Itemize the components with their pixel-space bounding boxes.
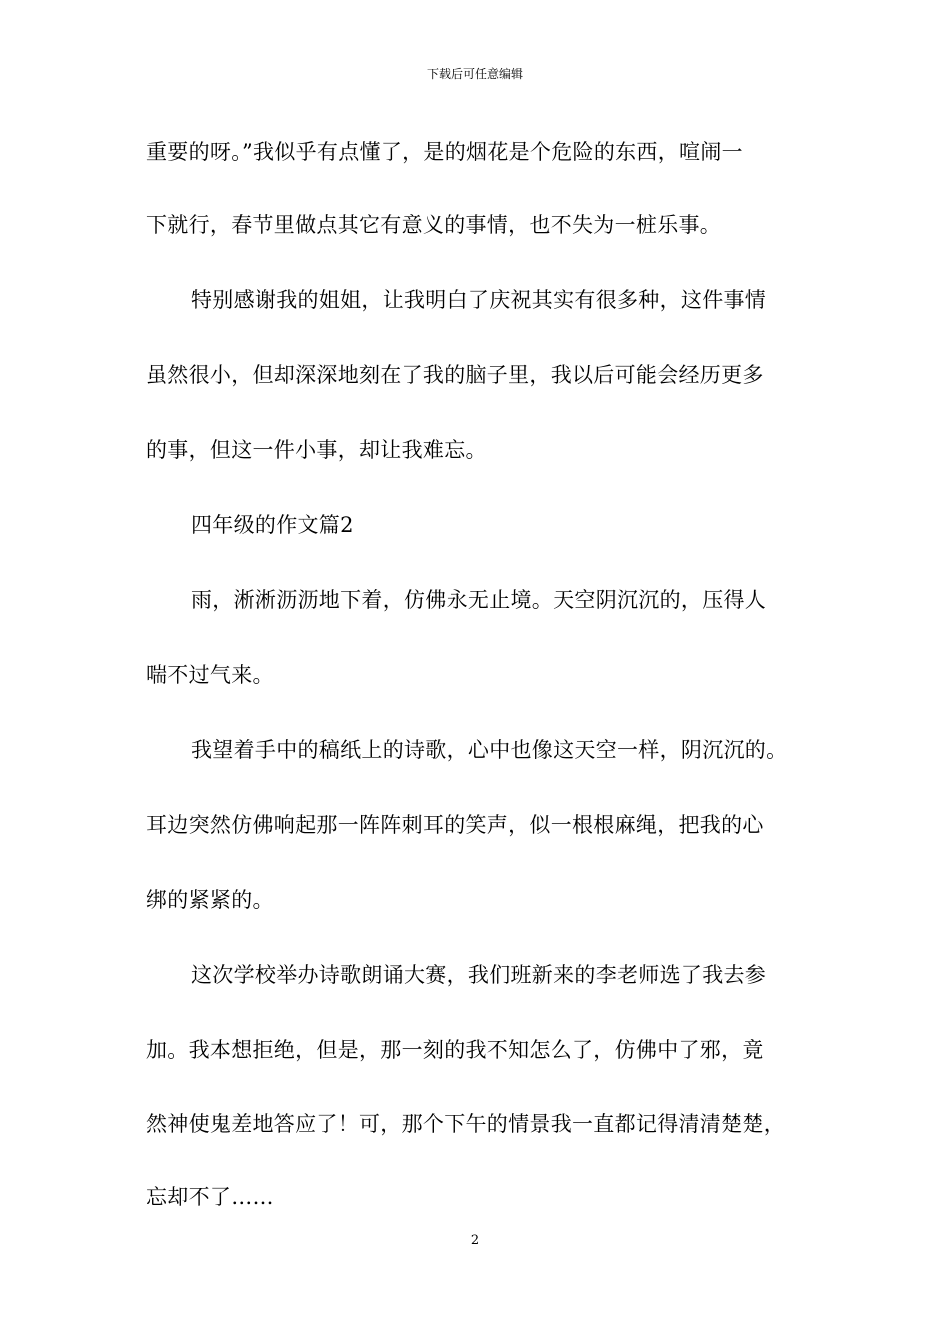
text-line: 绑的紧紧的。 [146,888,274,912]
text-line: 特别感谢我的姐姐，让我明白了庆祝其实有很多种，这件事情 [191,288,767,312]
text-line: 重要的呀。”我似乎有点懂了，是的烟花是个危险的东西，喧闹一 [146,140,743,164]
text-line: 耳边突然仿佛响起那一阵阵刺耳的笑声，似一根根麻绳，把我的心 [146,813,764,837]
text-line: 雨，淅淅沥沥地下着，仿佛永无止境。天空阴沉沉的，压得人 [191,588,767,612]
text-line: 虽然很小，但却深深地刻在了我的脑子里，我以后可能会经历更多 [146,363,764,387]
page-header: 下载后可任意编辑 [426,67,523,81]
text-line: 喘不过气来。 [146,663,274,687]
text-line: 我望着手中的稿纸上的诗歌，心中也像这天空一样，阴沉沉的。 [191,738,788,762]
section-heading: 四年级的作文篇2 [191,513,354,537]
page-number: 2 [470,1233,480,1248]
text-line: 这次学校举办诗歌朗诵大赛，我们班新来的李老师选了我去参 [191,963,767,987]
text-line: 忘却不了…… [146,1185,274,1209]
text-line: 加。我本想拒绝，但是，那一刻的我不知怎么了，仿佛中了邪，竟 [146,1038,764,1062]
text-line: 然神使鬼差地答应了！可，那个下午的情景我一直都记得清清楚楚， [146,1112,785,1136]
text-line: 下就行，春节里做点其它有意义的事情，也不失为一桩乐事。 [146,213,722,237]
text-line: 的事，但这一件小事，却让我难忘。 [146,438,487,462]
